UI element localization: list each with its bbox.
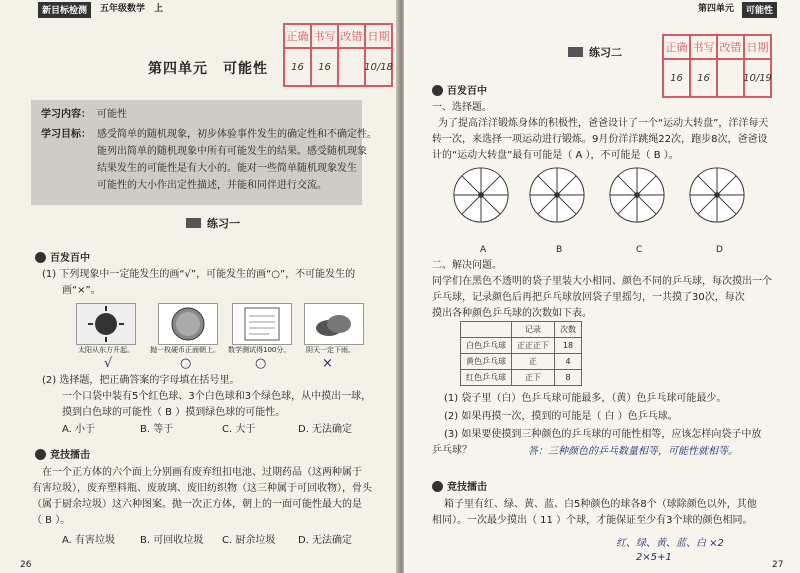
answer-mark: ○ [180,356,192,371]
stamp-label: 正确 [284,24,311,48]
goal-line: 感受简单的随机现象，初步体验事件发生的确定性和不确定性。 [97,129,377,140]
q2-option: C. 大于 [222,424,256,435]
picture-caption: 抛一枚硬币正面朝上。 [150,346,220,354]
part1-line: 转一次，来选择一项运动进行锻炼。9月份洋洋跳绳22次，跑步8次，爸爸设 [432,134,768,145]
challenge-option: B. 可回收垃圾 [140,535,204,546]
answer-mark: √ [104,356,113,371]
challenge-line: 箱子里有红、绿、黄、蓝、白5种颜色的球各8个（球除颜色以外，其他 [444,499,757,510]
exercise-title: 练习二 [568,44,622,60]
part2-line: 摸出各种颜色乒乓球的次数如下表。 [432,308,592,319]
content-value: 可能性 [97,109,127,120]
picture-caption: 数学测试得100分。 [228,346,291,354]
table-cell: 正 [512,354,555,370]
q2-line: (2) 选择题，把正确答案的字母填在括号里。 [42,375,240,386]
stamp-label: 日期 [365,24,392,48]
table-cell: 红色乒乓球 [461,370,512,386]
left-page [0,0,398,573]
section-title: 百发百中 [35,249,90,264]
table-row [461,354,582,370]
left-header-text: 五年级数学 上 [100,4,164,14]
q2-line: 一个口袋中装有5个红色球、3个白色球和3个绿色球，从中摸出一球， [62,391,372,402]
table-cell: 正正正下 [512,338,555,354]
challenge-line: 有害垃圾），废弃塑料瓶、废玻璃、废旧纺织物（这三种属于可回收物），骨头 [32,483,372,494]
left-header-badge: 新目标检测 [38,2,91,18]
stamp-label: 改错 [717,35,744,59]
wheel-label: A [480,245,487,255]
spinner-wheel-d [688,166,746,224]
table-header-row [461,322,582,338]
goal-line: 结果发生的可能性是有大小的。能对一些简单随机现象发生 [97,163,357,174]
challenge-line: （ B ）。 [32,515,71,526]
content-label: 学习内容： [41,109,91,120]
handwritten-note: 红、绿、黄、蓝、白 ×2 [616,538,724,549]
challenge-option: A. 有害垃圾 [62,535,116,546]
page-number: 27 [772,560,784,570]
stamp-label: 书写 [311,24,338,48]
goal-line: 可能性的大小作出定性描述，并能和同伴进行交流。 [97,180,327,191]
table-cell: 正下 [512,370,555,386]
sub-question: 乒乓球？ [432,445,472,456]
page-number: 26 [20,560,32,570]
flag-icon [186,218,201,228]
table-cell: 8 [555,370,582,386]
stamp-value: 16 [663,59,690,97]
part2-title: 二、解决问题。 [432,260,502,271]
q1-line: 画“×”。 [62,285,101,296]
part2-line: 同学们在黑色不透明的袋子里装大小相同、颜色不同的乒乓球，每次摸出一个 [432,276,772,287]
challenge-line: 在一个正方体的六个面上分别画有废弃纽扣电池、过期药品（这两种属于 [42,467,362,478]
learning-box [31,100,377,205]
stamp-value: 16 [690,59,717,97]
q2-option: D. 无法确定 [298,424,353,435]
challenge-line: 相同）。一次最少摸出（ 11 ）个球，才能保证至少有3个球的颜色相同。 [432,515,753,526]
challenge-title: 竞技擂击 [35,446,90,461]
sub-question: (3) 如果要使摸到三种颜色的乒乓球的可能性相等，应该怎样向袋子中放 [444,429,762,440]
challenge-line: （属于厨余垃圾）这六种图案。抛一次正方体，朝上的一面可能性最大的是 [32,499,362,510]
spinner-wheel-b [528,166,586,224]
record-table [460,321,582,386]
stamp-label: 日期 [744,35,771,59]
flag-icon [568,47,583,57]
stamp-value: 10/18 [365,48,392,86]
stamp-label: 改错 [338,24,365,48]
right-header-text: 第四单元 [698,4,735,14]
wheel-label: D [716,245,723,255]
wheel-label: C [636,245,643,255]
challenge-option: D. 无法确定 [298,535,353,546]
q2-option: B. 等于 [140,424,174,435]
stamp-value: 10/19 [744,59,771,97]
right-grade-stamp [662,34,772,98]
q2-option: A. 小于 [62,424,96,435]
stamp-value: 16 [311,48,338,86]
spinner-wheel-c [608,166,666,224]
wheel-label: B [556,245,563,255]
handwritten-answer: 答：三种颜色的乒乓数量相等，可能性就相等。 [528,446,738,457]
stamp-label: 书写 [690,35,717,59]
table-row [461,338,582,354]
right-page [404,0,800,573]
part1-line: 为了提高洋洋锻炼身体的积极性，爸爸设计了一个“运动大转盘”，洋洋每天 [438,118,769,129]
section-title: 百发百中 [432,82,487,97]
stamp-value: 16 [284,48,311,86]
right-header-badge: 可能性 [742,2,777,18]
handwritten-calc: 2×5+1 [636,552,672,563]
table-cell: 4 [555,354,582,370]
test-paper-picture [232,303,292,345]
table-cell: 记录 [512,322,555,338]
picture-caption: 阴天一定下雨。 [306,346,355,354]
goal-line: 能列出简单的随机现象中所有可能发生的结果。感受随机现象 [97,146,367,157]
cloudy-picture [304,303,364,345]
left-grade-stamp [283,23,393,87]
exercise-title: 练习一 [186,215,240,231]
part1-title: 一、选择题。 [432,102,492,113]
stamp-value [717,59,744,97]
table-cell: 18 [555,338,582,354]
challenge-title: 竞技擂击 [432,478,487,493]
challenge-option: C. 厨余垃圾 [222,535,276,546]
spinner-wheel-a [452,166,510,224]
table-cell [461,322,512,338]
table-cell: 次数 [555,322,582,338]
answer-mark: ○ [255,356,267,371]
table-cell: 白色乒乓球 [461,338,512,354]
unit-title: 第四单元 可能性 [148,61,268,77]
table-row [461,370,582,386]
sub-question: (1) 袋子里（白）色乒乓球可能最多，（黄）色乒乓球可能最少。 [444,393,727,404]
stamp-label: 正确 [663,35,690,59]
q2-line: 摸到白色球的可能性（ B ）摸到绿色球的可能性。 [62,407,286,418]
stamp-value [338,48,365,86]
part2-line: 乒乓球，记录颜色后再把乒乓球放回袋子里摇匀，一共摸了30次，每次 [432,292,745,303]
coin-picture [158,303,218,345]
goal-label: 学习目标： [41,129,91,140]
sub-question: (2) 如果再摸一次，摸到的可能是（ 白 ）色乒乓球。 [444,411,678,422]
part1-line: 计的“运动大转盘”最有可能是（ A ），不可能是（ B ）。 [432,150,679,161]
answer-mark: × [322,356,333,371]
q1-line: (1) 下列现象中一定能发生的画“√”，可能发生的画“○”，不可能发生的 [42,269,356,280]
sun-picture [76,303,136,345]
picture-caption: 太阳从东方升起。 [78,346,134,354]
table-cell: 黄色乒乓球 [461,354,512,370]
